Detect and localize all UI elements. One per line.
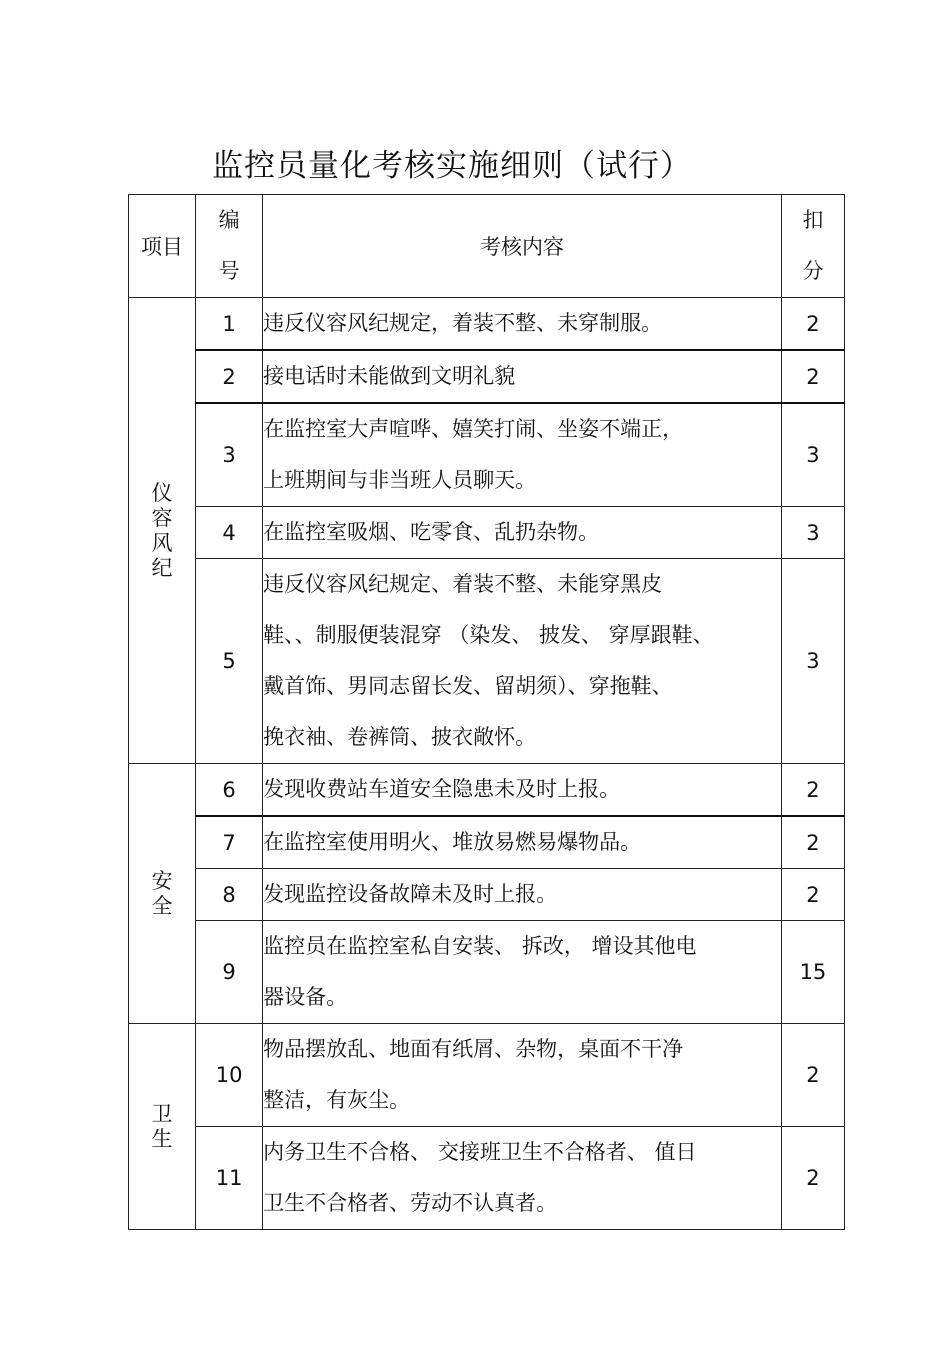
header-number-char: 号 xyxy=(218,259,240,283)
row-score: 3 xyxy=(781,559,844,764)
content-line: 内务卫生不合格、 交接班卫生不合格者、 值日 xyxy=(263,1140,697,1164)
row-number: 7 xyxy=(196,816,263,869)
row-content xyxy=(263,816,782,869)
content-line: 在监控室吸烟、吃零食、乱扔杂物。 xyxy=(263,520,600,544)
row-number: 3 xyxy=(196,403,263,507)
content-line: 上班期间与非当班人员聊天。 xyxy=(263,468,537,492)
header-score-char: 分 xyxy=(802,259,824,283)
header-score-char: 扣 xyxy=(802,208,824,232)
content-line: 在监控室使用明火、堆放易燃易爆物品。 xyxy=(263,830,642,854)
content-line: 违反仪容风纪规定，着装不整、未穿制服。 xyxy=(263,311,663,335)
table-row xyxy=(129,921,845,1024)
row-score: 3 xyxy=(781,403,844,507)
row-score: 2 xyxy=(781,1024,844,1127)
row-number: 4 xyxy=(196,507,263,559)
row-number: 8 xyxy=(196,869,263,921)
assessment-table xyxy=(128,194,845,1230)
category-char: 全 xyxy=(151,893,173,918)
table-row xyxy=(129,816,845,869)
header-category: 项目 xyxy=(129,195,196,298)
category-char: 安 xyxy=(151,868,173,893)
category-appearance xyxy=(129,298,196,764)
content-line: 在监控室大声喧哗、嬉笑打闹、坐姿不端正， xyxy=(263,417,684,441)
content-line: 发现监控设备故障未及时上报。 xyxy=(263,882,558,906)
content-line: 卫生不合格者、劳动不认真者。 xyxy=(263,1191,558,1215)
category-hygiene xyxy=(129,1024,196,1230)
header-number xyxy=(196,195,263,298)
category-char: 纪 xyxy=(151,555,173,580)
content-line: 戴首饰、男同志留长发、留胡须）、穿拖鞋、 xyxy=(263,674,673,698)
content-line: 发现收费站车道安全隐患未及时上报。 xyxy=(263,777,621,801)
row-content xyxy=(263,764,782,817)
row-score: 2 xyxy=(781,350,844,403)
row-content xyxy=(263,298,782,351)
table-row xyxy=(129,764,845,817)
category-char: 卫 xyxy=(151,1101,173,1126)
row-number: 6 xyxy=(196,764,263,817)
row-number: 9 xyxy=(196,921,263,1024)
category-char: 仪 xyxy=(151,480,173,505)
row-content xyxy=(263,921,782,1024)
header-score xyxy=(781,195,844,298)
row-number: 11 xyxy=(196,1127,263,1230)
content-line: 监控员在监控室私自安装、 拆改， 增设其他电 xyxy=(263,934,697,958)
content-line: 挽衣袖、卷裤筒、披衣敞怀。 xyxy=(263,725,537,749)
row-content xyxy=(263,1127,782,1230)
row-number: 10 xyxy=(196,1024,263,1127)
row-score: 2 xyxy=(781,816,844,869)
header-content: 考核内容 xyxy=(263,195,782,298)
table-header-row xyxy=(129,195,845,298)
row-score: 3 xyxy=(781,507,844,559)
table-row xyxy=(129,559,845,764)
category-char: 生 xyxy=(151,1126,173,1151)
table-row xyxy=(129,350,845,403)
row-number: 2 xyxy=(196,350,263,403)
row-number: 5 xyxy=(196,559,263,764)
row-score: 15 xyxy=(781,921,844,1024)
content-line: 物品摆放乱、地面有纸屑、杂物，桌面不干净 xyxy=(263,1037,684,1061)
row-score: 2 xyxy=(781,764,844,817)
table-row xyxy=(129,298,845,351)
category-safety xyxy=(129,764,196,1024)
row-content xyxy=(263,507,782,559)
table-row xyxy=(129,869,845,921)
row-content xyxy=(263,403,782,507)
content-line: 器设备。 xyxy=(263,985,348,1009)
table-row xyxy=(129,507,845,559)
content-line: 鞋、、制服便装混穿 （染发、 披发、 穿厚跟鞋、 xyxy=(263,623,714,647)
row-score: 2 xyxy=(781,1127,844,1230)
page-title: 监控员量化考核实施细则（试行） xyxy=(212,148,692,184)
table-row xyxy=(129,1127,845,1230)
content-line: 接电话时未能做到文明礼貌 xyxy=(263,364,516,388)
row-number: 1 xyxy=(196,298,263,351)
row-content xyxy=(263,869,782,921)
row-score: 2 xyxy=(781,298,844,351)
table-row xyxy=(129,403,845,507)
content-line: 违反仪容风纪规定、着装不整、未能穿黑皮 xyxy=(263,572,663,596)
row-content xyxy=(263,350,782,403)
header-number-char: 编 xyxy=(218,208,240,232)
row-content xyxy=(263,559,782,764)
category-char: 容 xyxy=(151,505,173,530)
table-row xyxy=(129,1024,845,1127)
row-content xyxy=(263,1024,782,1127)
content-line: 整洁，有灰尘。 xyxy=(263,1088,411,1112)
category-char: 风 xyxy=(151,530,173,555)
row-score: 2 xyxy=(781,869,844,921)
